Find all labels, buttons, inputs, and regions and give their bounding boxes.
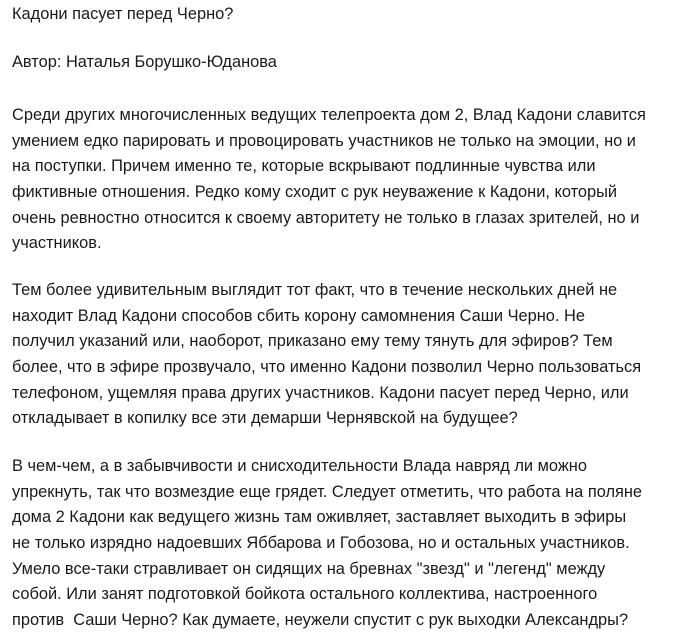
paragraph-line: на поступки. Причем именно те, которые вскрывают подлинные чувства или (12, 157, 596, 176)
paragraph-2 (12, 278, 641, 432)
paragraph-line: Умело все-таки стравливает он сидящих на бревнах "звезд" и "легенд" между (12, 559, 606, 578)
paragraph-line: находит Влад Кадони способов сбить корону самомнения Саши Черно. Не (12, 306, 585, 325)
article-title: Кадони пасует перед Черно? (12, 5, 234, 23)
paragraph-line: телефоном, ущемляя права других участников. Кадони пасует перед Черно, или (12, 383, 629, 402)
paragraph-1 (12, 103, 646, 257)
paragraph-line: откладывает в копилку все эти демарши Чернявской на будущее? (12, 409, 518, 428)
paragraph-line: участников. (12, 234, 102, 253)
paragraph-line: не только изрядно надоевших Яббарова и Гобозова, но и остальных участников. (12, 534, 630, 553)
paragraph-line: очень ревностно относится к своему авторитету не только в глазах зрителей, но и (12, 208, 640, 227)
paragraph-line: упрекнуть, так что возмездие еще грядет. Следует отметить, что работа на поляне (12, 482, 643, 501)
paragraph-line: Среди других многочисленных ведущих телепроекта дом 2, Влад Кадони славится (12, 106, 646, 124)
paragraph-line: В чем-чем, а в забывчивости и снисходительности Влада навряд ли можно (12, 457, 587, 475)
article-author: Автор: Наталья Борушко-Юданова (12, 53, 277, 71)
paragraph-line: получил указаний или, наоборот, приказано ему тему тянуть для эфиров? Тем (12, 332, 613, 351)
paragraph-line: фиктивные отношения. Редко кому сходит с рук неуважение к Кадони, который (12, 183, 618, 202)
paragraph-line: более, что в эфире прозвучало, что именно Кадони позволил Черно пользоваться (12, 358, 642, 377)
paragraph-line: собой. Или занят подготовкой бойкота остального коллектива, настроенного (12, 585, 598, 604)
paragraph-line: умением едко парировать и провоцировать участников не только на эмоции, но и (12, 131, 636, 150)
paragraph-line: дома 2 Кадони как ведущего жизнь там оживляет, заставляет выходить в эфиры (12, 508, 627, 527)
paragraph-line: Тем более удивительным выглядит тот факт, что в течение нескольких дней не (12, 281, 618, 299)
paragraph-line: против Саши Черно? Как думаете, неужели спустит с рук выходки Александры? (12, 611, 629, 630)
paragraph-3 (12, 454, 642, 634)
